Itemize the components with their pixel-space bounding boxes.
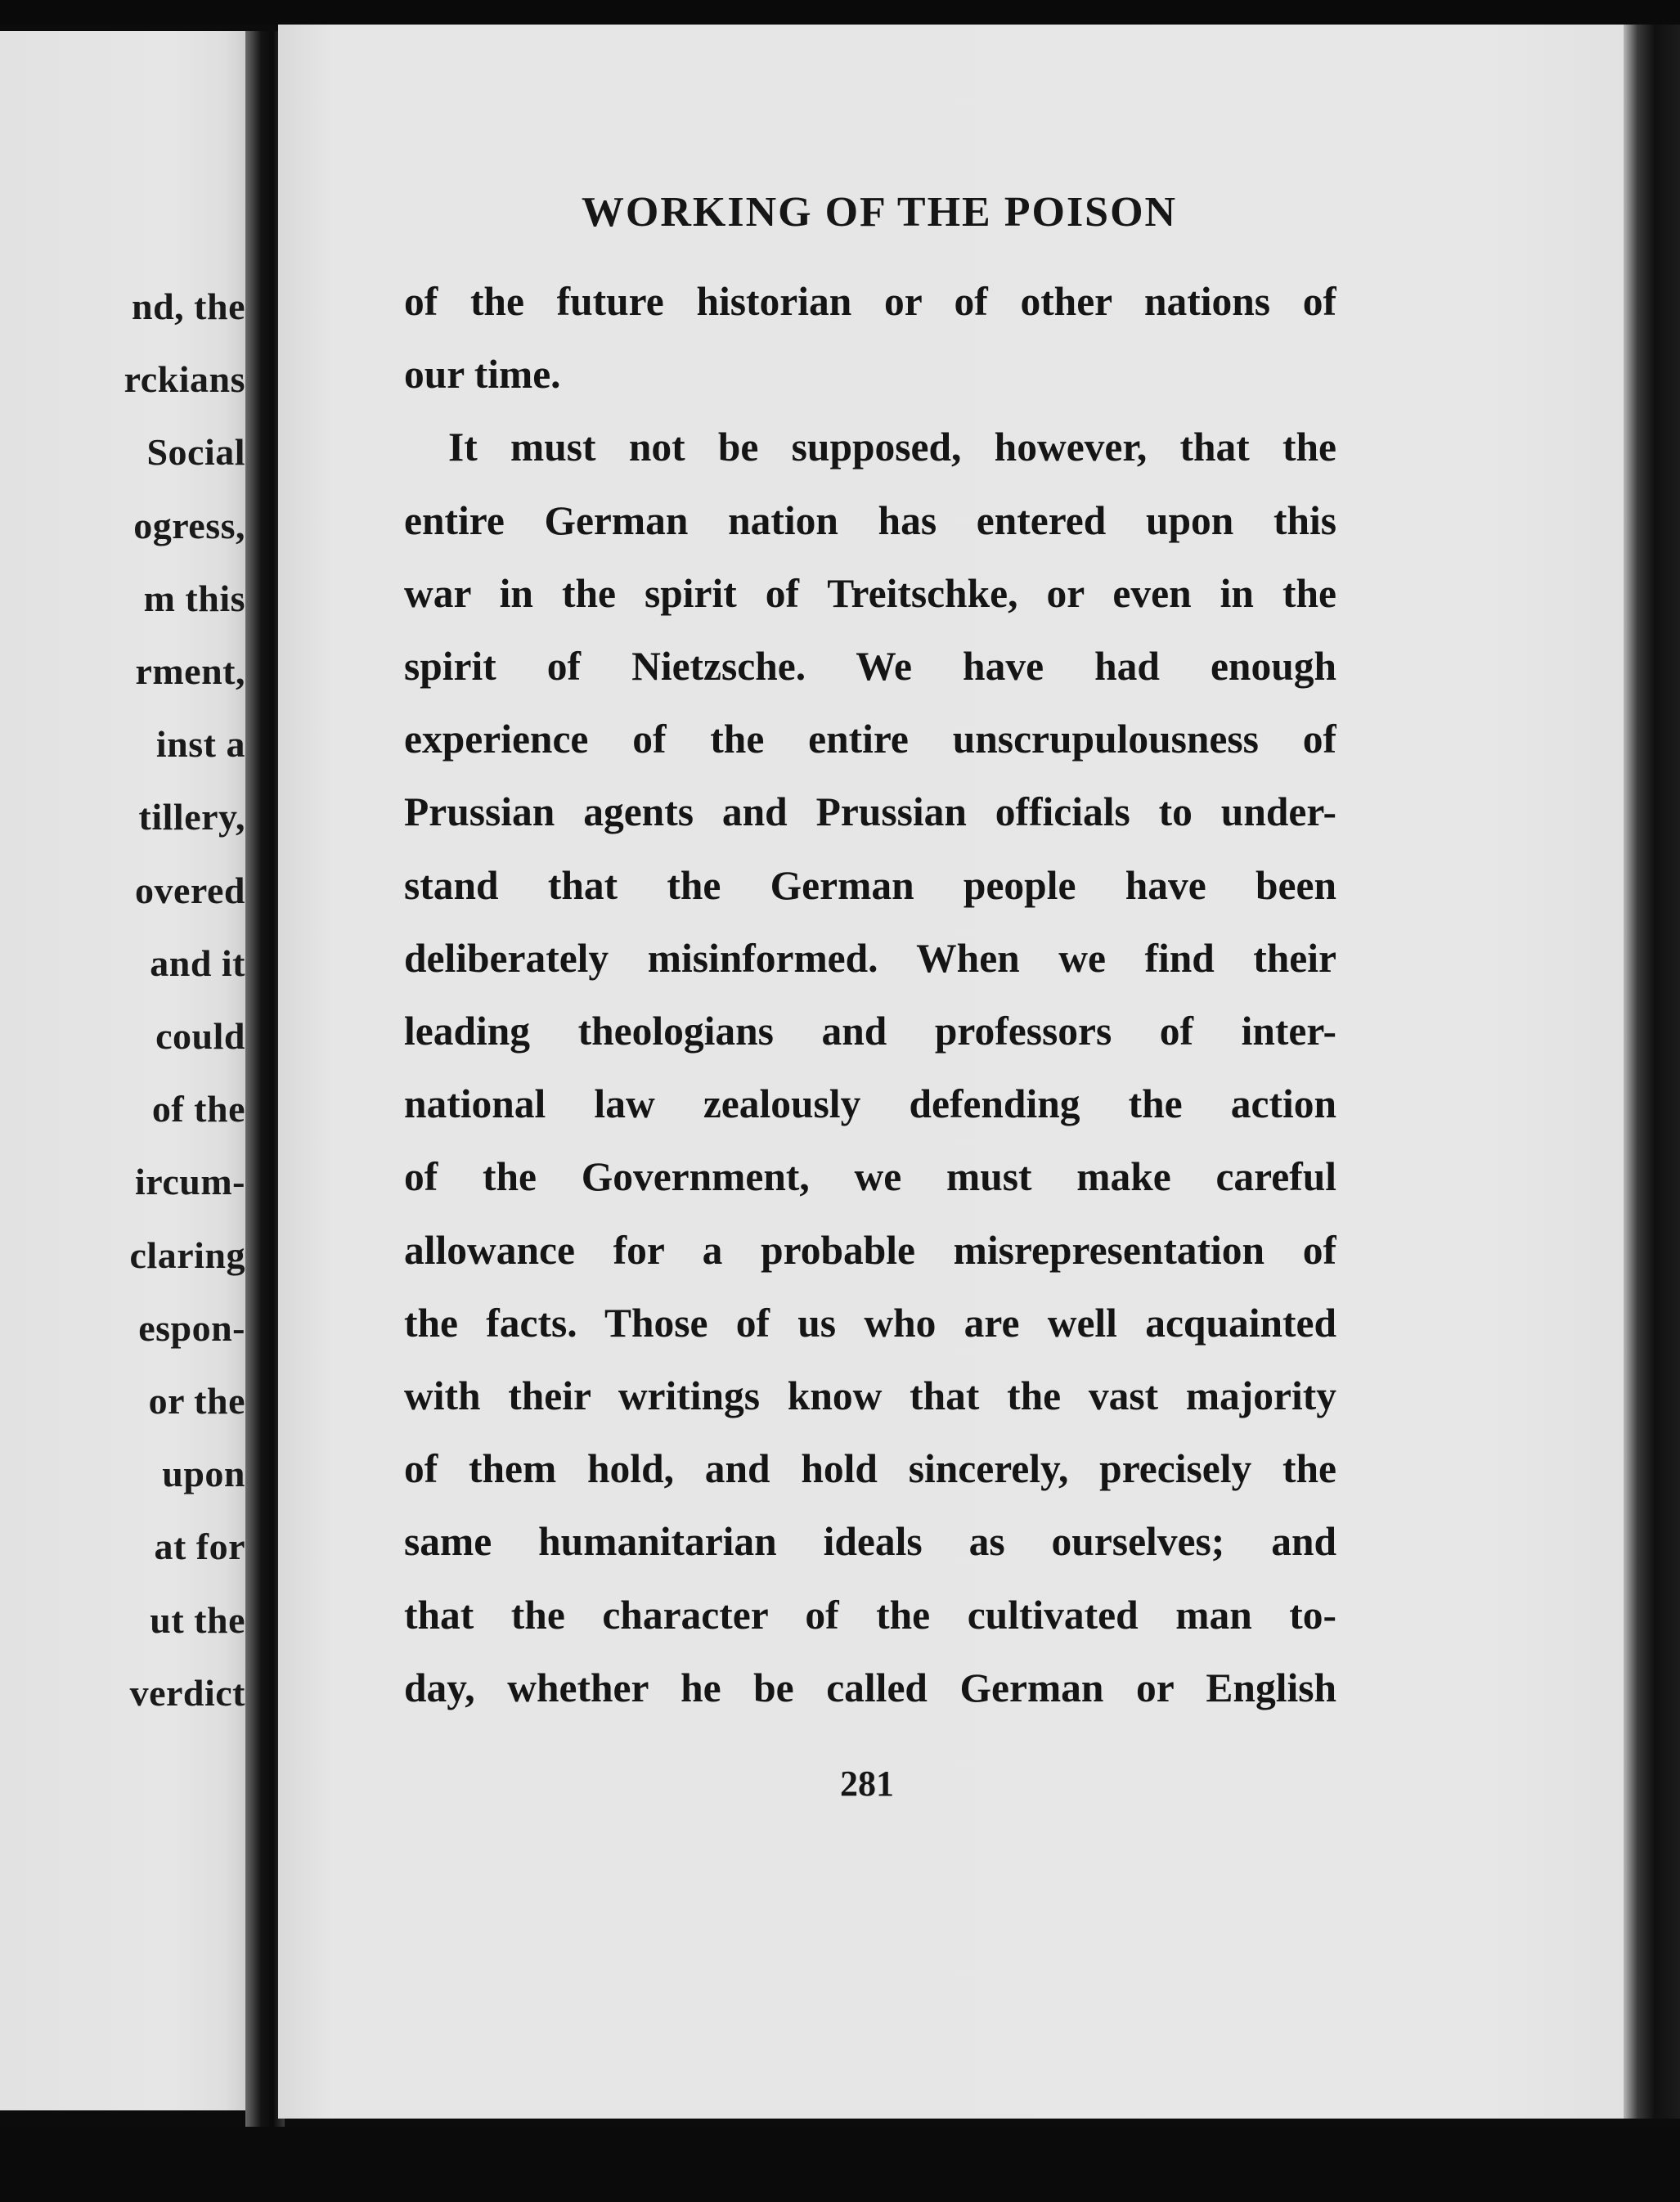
- scan-top-border: [0, 0, 1680, 25]
- body-line: national law zealously defending the action: [404, 1081, 1336, 1127]
- body-line: Prussian agents and Prussian officials to under-: [404, 789, 1336, 835]
- body-line: deliberately misinformed. When we find their: [404, 935, 1336, 981]
- body-line: entire German nation has entered upon this: [404, 497, 1336, 543]
- previous-page-line: and it: [150, 941, 245, 984]
- previous-page-line: ut the: [150, 1598, 245, 1641]
- previous-page-line: rment,: [135, 650, 245, 692]
- previous-page-line: nd, the: [132, 285, 245, 327]
- previous-page-line: at for: [154, 1526, 245, 1568]
- previous-page-line: ogress,: [133, 504, 245, 546]
- body-line: of them hold, and hold sincerely, precisely the: [404, 1446, 1336, 1492]
- body-line: day, whether he be called German or English: [404, 1665, 1336, 1710]
- body-line: of the Government, we must make careful: [404, 1154, 1336, 1200]
- previous-page-line: verdict: [129, 1671, 245, 1714]
- previous-page-line: upon: [162, 1453, 245, 1495]
- previous-page-line: tillery,: [138, 796, 245, 838]
- previous-page-line: claring: [129, 1234, 245, 1276]
- previous-page-line: ircum-: [134, 1161, 245, 1203]
- page-right-edge: [1624, 25, 1680, 2119]
- previous-page-line: Social: [146, 431, 245, 474]
- previous-page-line: could: [155, 1015, 245, 1057]
- body-line: It must not be supposed, however, that the: [448, 425, 1336, 470]
- body-line: of the future historian or of other nations of: [404, 279, 1336, 324]
- previous-page-line: espon-: [138, 1306, 245, 1349]
- previous-page-line: of the: [151, 1088, 245, 1130]
- current-page: [278, 25, 1626, 2119]
- body-line: the facts. Those of us who are well acquainted: [404, 1300, 1336, 1346]
- body-line: our time.: [404, 352, 561, 398]
- previous-page-line: rckians: [124, 358, 245, 401]
- previous-page-line: or the: [148, 1380, 245, 1422]
- body-line: that the character of the cultivated man to-: [404, 1592, 1336, 1638]
- body-line: spirit of Nietzsche. We have had enough: [404, 644, 1336, 689]
- body-line: leading theologians and professors of inter-: [404, 1009, 1336, 1054]
- body-line: same humanitarian ideals as ourselves; and: [404, 1519, 1336, 1565]
- scan-bottom-border: [0, 2127, 1680, 2202]
- body-line: stand that the German people have been: [404, 862, 1336, 908]
- body-line: war in the spirit of Treitschke, or even in the: [404, 570, 1336, 616]
- previous-page-fragment: [0, 31, 245, 2110]
- previous-page-line: inst a: [155, 723, 245, 766]
- body-line: with their writings know that the vast majority: [404, 1373, 1336, 1418]
- body-line: experience of the entire unscrupulousness of: [404, 717, 1336, 762]
- running-head: WORKING OF THE POISON: [581, 189, 1178, 236]
- page-number: 281: [840, 1764, 894, 1804]
- previous-page-line: m this: [143, 577, 245, 619]
- previous-page-line: overed: [134, 869, 245, 911]
- body-line: allowance for a probable misrepresentation of: [404, 1227, 1336, 1273]
